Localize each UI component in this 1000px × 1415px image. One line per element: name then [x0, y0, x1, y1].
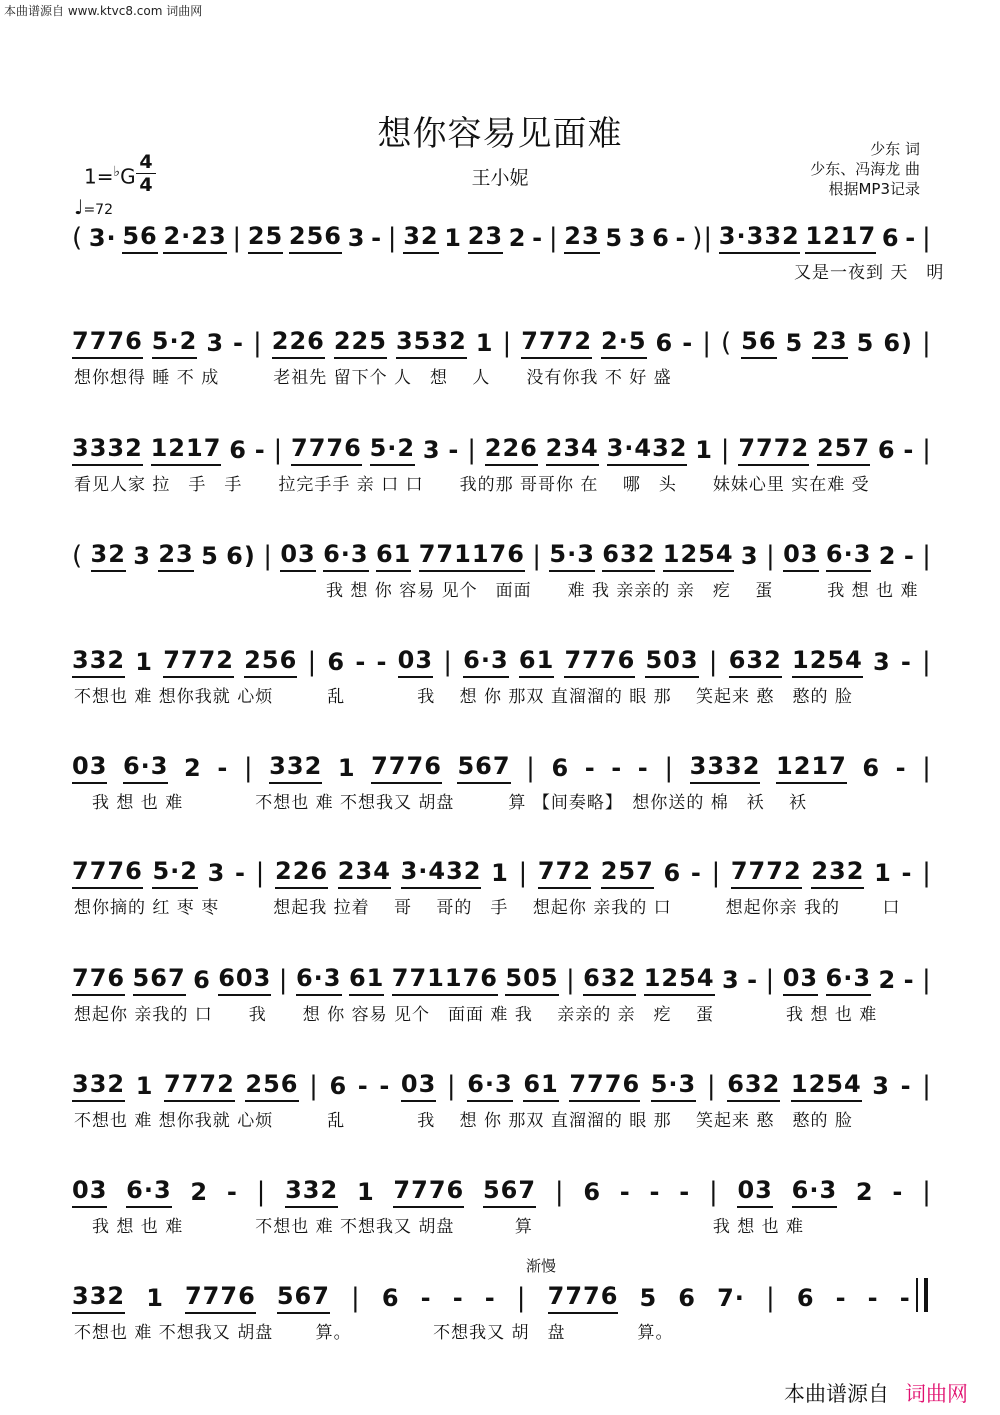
sustain-dash: -	[226, 1178, 238, 1206]
barline: |	[565, 965, 576, 995]
note-group: 7·	[717, 1284, 745, 1312]
barline: |	[765, 1283, 776, 1313]
note-group: 56	[741, 327, 776, 359]
time-sig-top: 4	[139, 151, 153, 173]
note-group: 03	[783, 964, 818, 996]
lyrics-row: 看见人家 拉 手 手 拉完手手 亲 口 口 我的那 哥哥你 在 哪 头 妹妹心里 实在难 受	[74, 475, 870, 495]
note-group: 7776	[185, 1282, 256, 1314]
note-group: 2	[855, 1178, 874, 1206]
note-group: 7772	[163, 646, 234, 678]
barline: |	[921, 223, 932, 253]
note-group: 1217	[151, 434, 222, 466]
sustain-dash: -	[452, 1284, 464, 1312]
notation-row	[72, 960, 932, 1000]
sustain-dash: -	[371, 224, 383, 252]
note-group: 225	[334, 327, 387, 359]
note-group: 3·432	[401, 857, 482, 889]
barline: |	[243, 753, 254, 783]
barline: |	[255, 858, 266, 888]
barline: |	[263, 541, 273, 571]
note-group: 6·3	[467, 1070, 513, 1102]
note-group: 03	[280, 540, 315, 572]
note-group: 3532	[396, 327, 467, 359]
note-group: 23	[158, 540, 193, 572]
note-group: 6	[655, 329, 674, 357]
barline: |	[518, 858, 529, 888]
note-group: 25	[248, 222, 283, 254]
barline: |	[387, 223, 398, 253]
note-group: 776	[72, 964, 125, 996]
note-group: 23	[564, 222, 599, 254]
note-group: 3	[207, 859, 226, 887]
note-group: 5	[639, 1284, 658, 1312]
note-group: 503	[645, 646, 698, 678]
flat-sign: ♭	[113, 164, 121, 180]
source-footer	[784, 1378, 968, 1408]
note-group: 32	[91, 540, 126, 572]
note-group: 03	[398, 646, 433, 678]
barline: |	[532, 541, 543, 571]
sustain-dash: -	[584, 754, 596, 782]
note-group: 5·2	[370, 434, 416, 466]
barline: |	[256, 1177, 267, 1207]
lyricist-credit: 少东 词	[870, 140, 920, 158]
sustain-dash: -	[901, 859, 913, 887]
note-group: 7776	[564, 646, 635, 678]
note-group: 3332	[72, 434, 143, 466]
sustain-dash: -	[905, 224, 917, 252]
barline: |	[307, 647, 318, 677]
note-group: 2·5	[601, 327, 647, 359]
note-group: 03	[783, 540, 818, 572]
barline: |	[708, 647, 719, 677]
note-group: 567	[277, 1282, 330, 1314]
note-group: 6)	[883, 329, 914, 357]
note-group: 1	[475, 329, 494, 357]
note-group: 332	[72, 1282, 125, 1314]
sustain-dash: -	[895, 754, 907, 782]
lyrics-row: 我 想 你 容易 见个 面面 难 我 亲亲的 亲 疙 蛋 我 想 也 难	[74, 581, 919, 601]
note-group: 3	[206, 329, 225, 357]
sustain-dash: -	[484, 1284, 496, 1312]
note-group: 7772	[521, 327, 592, 359]
song-title: 想你容易见面难	[377, 114, 623, 154]
note-group: 5·2	[152, 327, 198, 359]
note-group: 771176	[392, 964, 498, 996]
barline: |	[351, 1283, 361, 1313]
barline: (	[720, 328, 733, 358]
barline: |	[922, 753, 932, 783]
barline: |	[922, 647, 932, 677]
note-group: 03	[401, 1070, 436, 1102]
note-group: 1	[146, 1284, 164, 1312]
sustain-dash: -	[903, 436, 915, 464]
note-group: 632	[583, 964, 636, 996]
note-group: 772	[538, 857, 591, 889]
barline: |	[273, 435, 284, 465]
note-group: 6	[583, 1178, 602, 1206]
note-group: 5	[785, 329, 804, 357]
source-label: 本曲谱源自	[784, 1382, 889, 1406]
note-group: 61	[349, 964, 384, 996]
note-group: 2·23	[163, 222, 226, 254]
barline: (	[72, 541, 84, 571]
note-group: 226	[275, 857, 328, 889]
sustain-dash: -	[448, 436, 460, 464]
note-group: 6	[663, 859, 682, 887]
sustain-dash: -	[217, 754, 229, 782]
note-group: 332	[269, 752, 322, 784]
note-group: 632	[727, 1070, 780, 1102]
lyrics-row: 不想也 难 不想我又 胡盘 算。 不想我又 胡 盘 算。	[74, 1323, 674, 1343]
note-group: 7776	[291, 434, 362, 466]
note-group: 6·3	[792, 1176, 838, 1208]
lyrics-row: 想起你 亲我的 口 我 想 你 容易 见个 面面 难 我 亲亲的 亲 疙 蛋 我 想 也 难	[74, 1005, 878, 1025]
notation-row	[72, 323, 932, 363]
sustain-dash: -	[637, 754, 649, 782]
note-group: 1217	[805, 222, 876, 254]
barline: )|	[692, 223, 714, 253]
note-group: 2	[184, 754, 202, 782]
note-group: 3·	[88, 224, 117, 252]
notation-row	[72, 430, 932, 470]
note-group: 5	[201, 542, 219, 570]
sustain-dash: -	[899, 1284, 911, 1312]
brand-logo-text: 词曲网	[905, 1382, 968, 1406]
tempo-marking	[74, 195, 113, 219]
sustain-dash: -	[682, 329, 694, 357]
lyrics-row: 不想也 难 想你我就 心烦 乱 我 想 你 那双 直溜溜的 眼 那 笑起来 憨 憨的 脸	[74, 687, 853, 707]
note-group: 5·3	[651, 1070, 697, 1102]
note-group: 1	[337, 754, 356, 782]
notation-row	[72, 853, 932, 893]
note-group: 3	[740, 542, 759, 570]
sustain-dash: -	[649, 1178, 661, 1206]
barline: |	[548, 223, 559, 253]
note-group: 505	[505, 964, 558, 996]
note-group: 632	[729, 646, 782, 678]
note-group: 771176	[419, 540, 525, 572]
note-group: 6·3	[296, 964, 342, 996]
sustain-dash: -	[900, 1072, 912, 1100]
note-group: 6·3	[463, 646, 509, 678]
sustain-dash: -	[892, 1178, 904, 1206]
barline: |	[502, 328, 513, 358]
barline: |	[706, 1071, 717, 1101]
note-group: 23	[812, 327, 847, 359]
note-group: 1254	[791, 1070, 862, 1102]
note-group: 61	[519, 646, 554, 678]
note-group: 5	[605, 224, 624, 252]
note-group: 1	[135, 1072, 154, 1100]
sustain-dash: -	[903, 966, 915, 994]
note-group: 226	[485, 434, 538, 466]
barline: |	[467, 435, 477, 465]
note-group: 2	[508, 224, 527, 252]
key-signature	[84, 164, 136, 189]
note-group: 6	[329, 1072, 348, 1100]
notation-row	[72, 642, 932, 682]
barline: |	[922, 1071, 932, 1101]
barline: |	[232, 223, 243, 253]
note-group: 1	[491, 859, 509, 887]
source-watermark-top: 本曲谱源自 www.ktvc8.com 词曲网	[4, 4, 203, 18]
sustain-dash: -	[532, 224, 544, 252]
note-group: 1	[874, 859, 892, 887]
note-group: 23	[468, 222, 503, 254]
note-group: 1	[356, 1178, 375, 1206]
note-group: 1	[444, 224, 462, 252]
note-group: 6	[678, 1284, 696, 1312]
note-group: 257	[817, 434, 870, 466]
ritardando-mark: 渐慢	[526, 1257, 557, 1275]
note-group: 3	[628, 224, 647, 252]
note-group: 6	[327, 648, 346, 676]
note-group: 5	[856, 329, 875, 357]
note-group: 7776	[371, 752, 442, 784]
barline: |	[443, 647, 453, 677]
singer-name: 王小妮	[471, 167, 529, 189]
note-group: 32	[403, 222, 438, 254]
note-group: 6·3	[323, 540, 369, 572]
note-group: 6	[193, 966, 211, 994]
note-group: 3	[872, 648, 891, 676]
note-group: 7772	[164, 1070, 235, 1102]
sustain-dash: -	[867, 1284, 879, 1312]
barline: |	[664, 753, 675, 783]
sustain-dash: -	[234, 859, 246, 887]
note-group: 1217	[776, 752, 847, 784]
final-barline	[916, 1278, 928, 1312]
barline: |	[765, 541, 776, 571]
barline: |	[554, 1177, 565, 1207]
note-group: 3332	[690, 752, 761, 784]
notation-row	[72, 218, 932, 258]
sustain-dash: -	[254, 436, 266, 464]
time-sig-bottom: 4	[139, 174, 153, 196]
note-group: 1254	[663, 540, 734, 572]
barline: |	[720, 435, 731, 465]
barline: |	[446, 1071, 457, 1101]
note-group: 7776	[569, 1070, 640, 1102]
note-group: 7772	[738, 434, 809, 466]
note-group: 332	[72, 646, 125, 678]
note-group: 6	[652, 224, 670, 252]
sustain-dash: -	[675, 224, 687, 252]
lyrics-row: 不想也 难 想你我就 心烦 乱 我 想 你 那双 直溜溜的 眼 那 笑起来 憨 憨的 脸	[74, 1111, 853, 1131]
note-group: 1	[135, 648, 153, 676]
note-group: 3	[422, 436, 441, 464]
note-group: 226	[272, 327, 325, 359]
barline: |	[922, 1177, 932, 1207]
note-group: 61	[523, 1070, 558, 1102]
barline: |	[922, 858, 932, 888]
note-group: 7776	[548, 1282, 619, 1314]
sustain-dash: -	[619, 1178, 631, 1206]
note-group: 567	[483, 1176, 536, 1208]
note-group: 3	[347, 224, 366, 252]
lyrics-row: 又是一夜到 天 明	[74, 263, 945, 283]
note-group: 256	[245, 1070, 298, 1102]
note-group: 7772	[731, 857, 802, 889]
note-group: 603	[218, 964, 271, 996]
transcription-note: 根据MP3记录	[828, 180, 920, 198]
note-group: 6	[229, 436, 247, 464]
notation-row	[72, 748, 932, 788]
barline: |	[922, 965, 932, 995]
note-group: 03	[72, 752, 107, 784]
barline: |	[922, 541, 932, 571]
barline: |	[526, 753, 536, 783]
sustain-dash: -	[233, 329, 244, 357]
notation-row	[72, 1172, 932, 1212]
lyrics-row: 想你摘的 红 枣 枣 想起我 拉着 哥 哥的 手 想起你 亲我的 口 想起你亲 我的 口	[74, 898, 901, 918]
note-group: 56	[122, 222, 157, 254]
sustain-dash: -	[835, 1284, 847, 1312]
lyrics-row: 想你想得 睡 不 成 老祖先 留下个 人 想 人 没有你我 不 好 盛	[74, 368, 672, 388]
note-group: 6	[381, 1284, 400, 1312]
notation-row	[72, 536, 932, 576]
composer-credit: 少东、冯海龙 曲	[810, 160, 920, 178]
note-group: 3·432	[607, 434, 688, 466]
note-group: 567	[133, 964, 186, 996]
barline: (	[72, 223, 84, 253]
note-group: 6	[881, 224, 900, 252]
note-group: 332	[72, 1070, 125, 1102]
note-group: 3	[721, 966, 740, 994]
note-group: 256	[289, 222, 342, 254]
note-group: 2	[190, 1178, 209, 1206]
note-group: 332	[285, 1176, 338, 1208]
sustain-dash: -	[611, 754, 623, 782]
note-group: 3	[872, 1072, 890, 1100]
note-group: 6·3	[826, 540, 872, 572]
note-group: 7776	[393, 1176, 464, 1208]
sustain-dash: -	[679, 1178, 691, 1206]
sustain-dash: -	[355, 648, 367, 676]
sustain-dash: -	[379, 1072, 391, 1100]
barline: |	[309, 1071, 319, 1101]
notation-row	[72, 1066, 932, 1106]
note-group: 567	[457, 752, 510, 784]
barline: |	[708, 1177, 719, 1207]
note-group: 61	[376, 540, 411, 572]
quarter-note-icon: ♩	[74, 195, 84, 219]
barline: |	[765, 965, 776, 995]
note-group: 6	[796, 1284, 815, 1312]
note-group: 234	[546, 434, 599, 466]
barline: |	[922, 328, 932, 358]
sustain-dash: -	[903, 542, 915, 570]
barline: |	[711, 858, 722, 888]
note-group: 3·332	[719, 222, 800, 254]
note-group: 3	[133, 542, 151, 570]
note-group: 2	[878, 542, 897, 570]
note-group: 234	[338, 857, 391, 889]
note-group: 7776	[72, 857, 143, 889]
note-group: 1	[695, 436, 713, 464]
key-prefix: 1=	[84, 164, 114, 189]
sustain-dash: -	[376, 648, 388, 676]
note-group: 1254	[792, 646, 863, 678]
note-group: 2	[878, 966, 897, 994]
note-group: 03	[737, 1176, 772, 1208]
tempo-value: =72	[83, 202, 113, 218]
note-group: 5·2	[152, 857, 198, 889]
sustain-dash: -	[690, 859, 702, 887]
sustain-dash: -	[357, 1072, 369, 1100]
time-signature	[136, 152, 156, 195]
note-group: 03	[72, 1176, 107, 1208]
notation-row	[72, 1278, 932, 1318]
note-group: 257	[601, 857, 654, 889]
note-group: 6	[551, 754, 570, 782]
barline: |	[252, 328, 263, 358]
lyrics-row: 我 想 也 难 不想也 难 不想我又 胡盘 算 【间奏略】 想你送的 棉 袄 袄	[74, 793, 808, 813]
lyrics-row: 我 想 也 难 不想也 难 不想我又 胡盘 算 我 想 也 难	[74, 1217, 805, 1237]
note-group: 6·3	[123, 752, 169, 784]
note-group: 6	[862, 754, 881, 782]
note-group: 7776	[72, 327, 143, 359]
barline: |	[702, 328, 712, 358]
key-note: G	[120, 164, 136, 189]
note-group: 632	[602, 540, 655, 572]
barline: |	[278, 965, 289, 995]
sustain-dash: -	[900, 648, 912, 676]
note-group: 6)	[226, 542, 256, 570]
note-group: 1254	[644, 964, 715, 996]
barline: |	[516, 1283, 527, 1313]
note-group: 6·3	[126, 1176, 172, 1208]
note-group: 256	[244, 646, 297, 678]
note-group: 232	[811, 857, 864, 889]
sustain-dash: -	[747, 966, 759, 994]
note-group: 6·3	[826, 964, 872, 996]
barline: |	[922, 435, 932, 465]
sustain-dash: -	[420, 1284, 432, 1312]
note-group: 5·3	[549, 540, 595, 572]
note-group: 6	[877, 436, 896, 464]
